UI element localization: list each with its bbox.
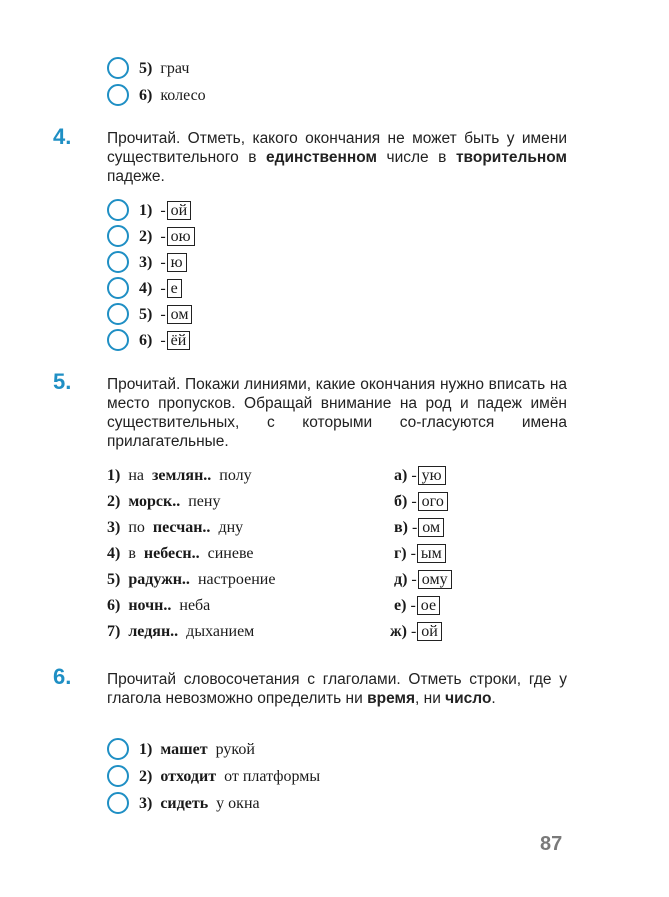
radio-button[interactable]: [107, 738, 129, 760]
text-emphasis: время: [367, 690, 416, 707]
option-row: [139, 794, 260, 814]
row-number: 7): [107, 623, 121, 640]
option-row: [139, 740, 255, 760]
ending-box: ым: [417, 544, 446, 563]
row-number: 6): [107, 597, 121, 614]
adjective-stem: ледян..: [128, 623, 179, 640]
option-row: [139, 59, 189, 79]
ending-box: ой: [417, 622, 442, 641]
phrase-rest: у окна: [216, 795, 260, 812]
radio-button[interactable]: [107, 303, 129, 325]
text-emphasis: число: [445, 690, 492, 707]
phrase-rest: рукой: [215, 741, 255, 758]
row-number: 4): [107, 545, 121, 562]
preposition: на: [128, 467, 144, 484]
option-row: 4) - е: [139, 279, 182, 299]
ending-letter: ж): [390, 623, 407, 640]
ending-box: ой: [167, 201, 192, 220]
option-text: грач: [160, 60, 190, 77]
verb: отходит: [160, 768, 217, 785]
noun: пену: [188, 493, 221, 510]
phrase-rest: от платформы: [224, 768, 321, 785]
ending-box: ое: [417, 596, 440, 615]
task-number: 5.: [53, 369, 72, 394]
phrase-row: [107, 596, 210, 616]
page-number: 87: [540, 833, 563, 855]
noun: настроение: [197, 571, 276, 588]
radio-button[interactable]: [107, 277, 129, 299]
option-row: 2) - ою: [139, 227, 195, 247]
option-number: 1): [139, 741, 153, 758]
noun: дну: [218, 519, 244, 536]
text-part: падеже.: [107, 168, 165, 185]
ending-row: е) - ое: [394, 596, 440, 616]
ending-row: в) - ом: [394, 518, 444, 538]
phrase-row: [107, 518, 243, 538]
adjective-stem: землян..: [152, 467, 212, 484]
adjective-stem: радужн..: [128, 571, 190, 588]
ending-box: ом: [418, 518, 444, 537]
ending-row: д) - ому: [394, 570, 452, 590]
preposition: в: [128, 545, 136, 562]
ending-row: а) - ую: [394, 466, 446, 486]
adjective-stem: небесн..: [143, 545, 200, 562]
ending-letter: д): [394, 571, 408, 588]
noun: неба: [179, 597, 211, 614]
option-number: 1): [139, 202, 153, 219]
task-instruction: [107, 129, 567, 186]
radio-button[interactable]: [107, 329, 129, 351]
text-part: , ни: [415, 690, 446, 707]
text-emphasis: единственном: [266, 149, 377, 166]
radio-button[interactable]: [107, 792, 129, 814]
option-number: 6): [139, 332, 153, 349]
phrase-row: [107, 492, 220, 512]
ending-letter: б): [394, 493, 408, 510]
text-part: Прочитай словосочетания с глаголами. Отметь строки, где у глагола невозможно определить ни: [107, 671, 567, 707]
task-number: 6.: [53, 664, 72, 689]
task-number: 4.: [53, 124, 72, 149]
option-row: [139, 86, 206, 106]
text-part: .: [491, 690, 496, 707]
phrase-row: [107, 622, 254, 642]
ending-letter: е): [394, 597, 407, 614]
ending-box: ёй: [167, 331, 191, 350]
ending-letter: а): [394, 467, 408, 484]
ending-box: ою: [167, 227, 195, 246]
row-number: 2): [107, 493, 121, 510]
option-number: 4): [139, 280, 153, 297]
phrase-row: [107, 570, 275, 590]
adjective-stem: ночн..: [128, 597, 172, 614]
option-row: 1) - ой: [139, 201, 191, 221]
radio-button[interactable]: [107, 251, 129, 273]
ending-row: ж) - ой: [390, 622, 442, 642]
ending-row: г) - ым: [394, 544, 446, 564]
noun: дыханием: [186, 623, 255, 640]
row-number: 1): [107, 467, 121, 484]
radio-button[interactable]: [107, 765, 129, 787]
option-row: 6) - ёй: [139, 331, 190, 351]
verb: машет: [160, 741, 208, 758]
row-number: 3): [107, 519, 121, 536]
noun: полу: [219, 467, 252, 484]
ending-letter: в): [394, 519, 408, 536]
radio-button[interactable]: [107, 225, 129, 247]
option-number: 3): [139, 254, 153, 271]
radio-button[interactable]: [107, 199, 129, 221]
text-part: числе в: [376, 149, 456, 166]
ending-box: ую: [418, 466, 446, 485]
option-row: [139, 767, 320, 787]
option-number: 5): [139, 60, 153, 77]
option-text: колесо: [160, 87, 206, 104]
preposition: по: [128, 519, 145, 536]
text-part: Прочитай. Отметь, какого окончания не может быть у имени существительного в: [107, 130, 567, 166]
ending-box: ого: [418, 492, 448, 511]
ending-box: ому: [418, 570, 452, 589]
option-number: 5): [139, 306, 153, 323]
ending-letter: г): [394, 545, 407, 562]
radio-button[interactable]: [107, 57, 129, 79]
verb: сидеть: [160, 795, 209, 812]
phrase-row: [107, 466, 252, 486]
ending-box: ом: [167, 305, 193, 324]
option-row: 3) - ю: [139, 253, 187, 273]
option-number: 3): [139, 795, 153, 812]
ending-row: б) - ого: [394, 492, 448, 512]
noun: синеве: [207, 545, 254, 562]
ending-box: е: [167, 279, 182, 298]
text-emphasis: творительном: [455, 149, 567, 166]
task-instruction: Прочитай. Покажи линиями, какие окончания нужно вписать на место пропусков. Обращай внимание на род и падеж имён существительных, с которыми со-гласуются имена прилагательные.: [107, 376, 567, 450]
phrase-row: [107, 544, 254, 564]
option-row: 5) - ом: [139, 305, 192, 325]
adjective-stem: морск..: [128, 493, 181, 510]
ending-box: ю: [167, 253, 187, 272]
task-instruction: [107, 670, 567, 708]
row-number: 5): [107, 571, 121, 588]
adjective-stem: песчан..: [152, 519, 211, 536]
option-number: 6): [139, 87, 153, 104]
option-number: 2): [139, 228, 153, 245]
radio-button[interactable]: [107, 84, 129, 106]
option-number: 2): [139, 768, 153, 785]
